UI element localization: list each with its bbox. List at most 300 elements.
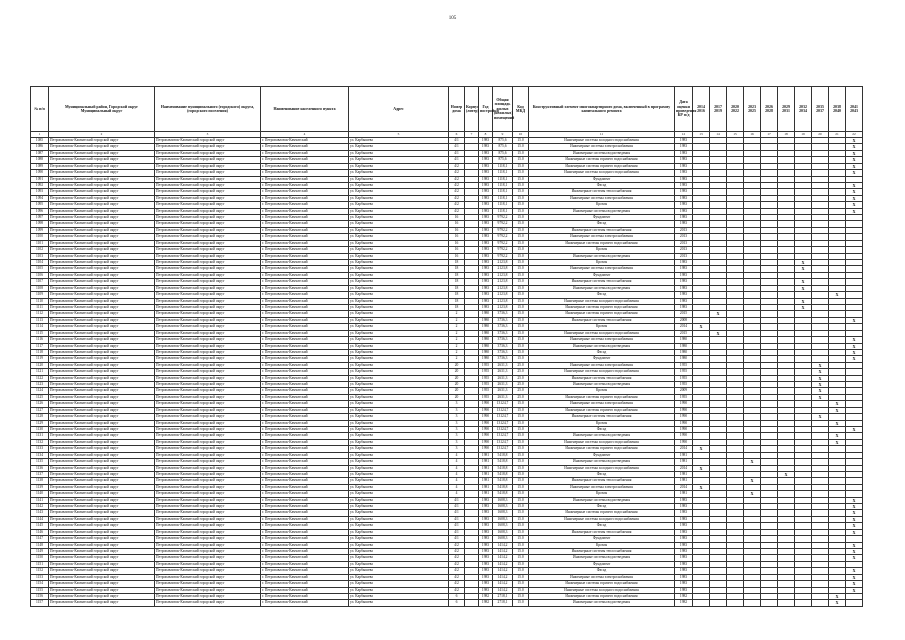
column-number: 10 [513,132,529,138]
element-cell: Инженерные системы холодного водоснабжения [529,330,675,336]
mkd-code-cell: 15.0 [513,170,529,176]
locality-cell: г. Петропавловск-Камчатский [261,176,349,182]
element-cell: Инженерные системы холодного водоснабжения [529,298,675,304]
build-year-cell: 1983 [479,285,493,291]
assessment-date-cell: 1983 [675,176,693,182]
district-cell: Петропавловск-Камчатский городской округ [49,176,155,182]
element-cell: Инженерные системы холодного водоснабжения [529,516,675,522]
element-cell: Инженерные системы электроснабжения [529,484,675,490]
mkd-code-cell: 15.0 [513,182,529,188]
column-header: 2032 2034 [795,87,812,132]
assessment-date-cell: 1983 [675,529,693,535]
build-year-cell: 1983 [479,516,493,522]
column-header: Адрес [349,87,449,132]
municipality-cell: Петропавловск-Камчатский городской округ [155,144,261,150]
municipality-cell: Петропавловск-Камчатский городской округ [155,426,261,432]
district-cell: Петропавловск-Камчатский городской округ [49,266,155,272]
assessment-date-cell: 1983 [675,581,693,587]
locality-cell: г. Петропавловск-Камчатский [261,510,349,516]
area-cell: 1118,1 [493,163,513,169]
address-cell: ул. Карбышева [349,497,449,503]
row-number: 1118 [31,349,49,355]
locality-cell: г. Петропавловск-Камчатский [261,311,349,317]
address-cell: ул. Карбышева [349,536,449,542]
house-number-cell: 20 [449,394,465,400]
build-year-cell: 1983 [479,298,493,304]
build-year-cell: 1983 [479,189,493,195]
period-cell: X [846,510,863,516]
element-cell: Кровля [529,247,675,253]
area-cell: 3736,3 [493,349,513,355]
municipality-cell: Петропавловск-Камчатский городской округ [155,208,261,214]
period-cell: X [693,446,710,452]
municipality-cell: Петропавловск-Камчатский городской округ [155,247,261,253]
house-number-cell: 4/1 [449,138,465,144]
district-cell: Петропавловск-Камчатский городской округ [49,324,155,330]
build-year-cell: 1983 [479,542,493,548]
house-number-cell: 4/1 [449,516,465,522]
build-year-cell: 1955 [479,362,493,368]
house-number-cell: 4/2 [449,555,465,561]
area-cell: 2123,8 [493,266,513,272]
row-number: 1093 [31,189,49,195]
assessment-date-cell: 1955 [675,375,693,381]
area-cell: 5418,8 [493,459,513,465]
area-cell: 3736,3 [493,330,513,336]
house-number-cell: 4/1 [449,529,465,535]
element-cell: Инженерные системы холодного водоснабжения [529,138,675,144]
column-header: Номер дома [449,87,465,132]
address-cell: ул. Карбышева [349,394,449,400]
district-cell: Петропавловск-Камчатский городской округ [49,426,155,432]
house-number-cell: 3 [449,439,465,445]
area-cell: 9792,2 [493,234,513,240]
element-cell: Фасад [529,426,675,432]
mkd-code-cell: 15.0 [513,208,529,214]
locality-cell: г. Петропавловск-Камчатский [261,459,349,465]
row-number: 1128 [31,414,49,420]
municipality-cell: Петропавловск-Камчатский городской округ [155,138,261,144]
build-year-cell: 1980 [479,324,493,330]
assessment-date-cell: 2015 [675,311,693,317]
mkd-code-cell: 15.0 [513,581,529,587]
address-cell: ул. Карбышева [349,189,449,195]
element-cell: Кровля [529,420,675,426]
period-cell: X [744,478,761,484]
period-cell: X [846,150,863,156]
mkd-code-cell: 15.0 [513,439,529,445]
address-cell: ул. Карбышева [349,439,449,445]
municipality-cell: Петропавловск-Камчатский городской округ [155,459,261,465]
period-cell: X [846,542,863,548]
municipality-cell: Петропавловск-Камчатский городской округ [155,227,261,233]
row-number: 1143 [31,510,49,516]
row-number: 1125 [31,394,49,400]
build-year-cell: 1990 [479,433,493,439]
address-cell: ул. Карбышева [349,426,449,432]
mkd-code-cell: 25.0 [513,362,529,368]
assessment-date-cell: 2014 [675,324,693,330]
mkd-code-cell: 25.0 [513,394,529,400]
period-cell: X [846,549,863,555]
house-number-cell: 2 [449,324,465,330]
mkd-code-cell: 15.0 [513,478,529,484]
element-cell: Инженерные системы горячего водоснабжения [529,157,675,163]
address-cell: ул. Карбышева [349,510,449,516]
mkd-code-cell: 15.0 [513,414,529,420]
assessment-date-cell: 1955 [675,394,693,400]
element-cell: Кровля [529,542,675,548]
district-cell: Петропавловск-Камчатский городской округ [49,459,155,465]
locality-cell: г. Петропавловск-Камчатский [261,484,349,490]
area-cell: 2631,3 [493,369,513,375]
locality-cell: г. Петропавловск-Камчатский [261,478,349,484]
address-cell: ул. Карбышева [349,195,449,201]
assessment-date-cell: 1983 [675,195,693,201]
mkd-code-cell: 15.0 [513,471,529,477]
house-number-cell: 4/2 [449,182,465,188]
district-cell: Петропавловск-Камчатский городской округ [49,279,155,285]
row-number: 1096 [31,208,49,214]
house-number-cell: 4/2 [449,195,465,201]
house-number-cell: 4/2 [449,163,465,169]
house-number-cell: 4/1 [449,504,465,510]
locality-cell: г. Петропавловск-Камчатский [261,304,349,310]
locality-cell: г. Петропавловск-Камчатский [261,150,349,156]
locality-cell: г. Петропавловск-Камчатский [261,234,349,240]
address-cell: ул. Карбышева [349,574,449,580]
house-number-cell: 2 [449,349,465,355]
row-number: 1119 [31,356,49,362]
municipality-cell: Петропавловск-Камчатский городской округ [155,593,261,599]
area-cell: 13124,7 [493,446,513,452]
assessment-date-cell: 1983 [675,260,693,266]
element-cell: Инженерные системы теплоснабжения [529,375,675,381]
element-cell: Кровля [529,260,675,266]
period-cell: X [846,317,863,323]
period-cell: X [812,394,829,400]
address-cell: ул. Карбышева [349,260,449,266]
assessment-date-cell: 1983 [675,215,693,221]
area-cell: 1414,2 [493,581,513,587]
district-cell: Петропавловск-Камчатский городской округ [49,150,155,156]
district-cell: Петропавловск-Камчатский городской округ [49,529,155,535]
house-number-cell: 4/2 [449,176,465,182]
element-cell: Фундамент [529,356,675,362]
house-number-cell: 4/1 [449,144,465,150]
area-cell: 5418,8 [493,491,513,497]
row-number: 1154 [31,581,49,587]
locality-cell: г. Петропавловск-Камчатский [261,279,349,285]
address-cell: ул. Карбышева [349,144,449,150]
house-number-cell: 3 [449,426,465,432]
assessment-date-cell: 1983 [675,510,693,516]
period-cell: X [846,343,863,349]
assessment-date-cell: 2014 [675,465,693,471]
period-cell: X [744,459,761,465]
house-number-cell: 2 [449,343,465,349]
element-cell: Инженерные системы электроснабжения [529,337,675,343]
row-number: 1109 [31,292,49,298]
district-cell: Петропавловск-Камчатский городской округ [49,215,155,221]
address-cell: ул. Карбышева [349,369,449,375]
area-cell: 1118,1 [493,182,513,188]
row-number: 1141 [31,497,49,503]
house-number-cell: 18 [449,272,465,278]
locality-cell: г. Петропавловск-Камчатский [261,266,349,272]
locality-cell: г. Петропавловск-Камчатский [261,516,349,522]
address-cell: ул. Карбышева [349,240,449,246]
address-cell: ул. Карбышева [349,401,449,407]
period-cell: X [829,593,846,599]
mkd-code-cell: 15.0 [513,549,529,555]
build-year-cell: 1983 [479,497,493,503]
build-year-cell: 1983 [479,568,493,574]
municipality-cell: Петропавловск-Камчатский городской округ [155,407,261,413]
row-number: 1114 [31,324,49,330]
assessment-date-cell: 1983 [675,138,693,144]
build-year-cell: 1983 [479,549,493,555]
municipality-cell: Петропавловск-Камчатский городской округ [155,504,261,510]
address-cell: ул. Карбышева [349,504,449,510]
district-cell: Петропавловск-Камчатский городской округ [49,478,155,484]
area-cell: 3736,3 [493,311,513,317]
district-cell: Петропавловск-Камчатский городской округ [49,311,155,317]
period-cell: X [846,182,863,188]
build-year-cell: 1983 [479,150,493,156]
municipality-cell: Петропавловск-Камчатский городской округ [155,279,261,285]
area-cell: 13124,7 [493,401,513,407]
mkd-code-cell: 15.0 [513,542,529,548]
element-cell: Фундамент [529,272,675,278]
municipality-cell: Петропавловск-Камчатский городской округ [155,536,261,542]
district-cell: Петропавловск-Камчатский городской округ [49,388,155,394]
district-cell: Петропавловск-Камчатский городской округ [49,349,155,355]
locality-cell: г. Петропавловск-Камчатский [261,529,349,535]
area-cell: 875,6 [493,138,513,144]
element-cell: Инженерные системы водоотведения [529,433,675,439]
district-cell: Петропавловск-Камчатский городской округ [49,523,155,529]
municipality-cell: Петропавловск-Камчатский городской округ [155,433,261,439]
element-cell: Инженерные системы холодного водоснабжения [529,369,675,375]
period-cell: X [846,208,863,214]
mkd-code-cell: 15.0 [513,215,529,221]
locality-cell: г. Петропавловск-Камчатский [261,221,349,227]
house-number-cell: 3 [449,446,465,452]
build-year-cell: 1955 [479,369,493,375]
mkd-code-cell: 15.0 [513,202,529,208]
area-cell: 1414,2 [493,555,513,561]
mkd-code-cell: 15.0 [513,504,529,510]
build-year-cell: 1981 [479,452,493,458]
element-cell: Инженерные системы электроснабжения [529,362,675,368]
build-year-cell: 1980 [479,343,493,349]
house-number-cell: 4/2 [449,170,465,176]
mkd-code-cell: 15.0 [513,465,529,471]
district-cell: Петропавловск-Камчатский городской округ [49,227,155,233]
assessment-date-cell: 1990 [675,414,693,420]
build-year-cell: 1955 [479,375,493,381]
build-year-cell: 1981 [479,491,493,497]
district-cell: Петропавловск-Камчатский городской округ [49,298,155,304]
house-number-cell: 3 [449,414,465,420]
assessment-date-cell: 1983 [675,574,693,580]
mkd-code-cell: 15.0 [513,593,529,599]
municipality-cell: Петропавловск-Камчатский городской округ [155,182,261,188]
area-cell: 1608,3 [493,510,513,516]
house-number-cell: 18 [449,260,465,266]
column-header: Год постройки [479,87,493,132]
district-cell: Петропавловск-Камчатский городской округ [49,433,155,439]
row-number: 1091 [31,176,49,182]
locality-cell: г. Петропавловск-Камчатский [261,170,349,176]
area-cell: 1414,2 [493,568,513,574]
area-cell: 1118,1 [493,202,513,208]
row-number: 1097 [31,215,49,221]
district-cell: Петропавловск-Камчатский городской округ [49,600,155,606]
element-cell: Инженерные системы электроснабжения [529,144,675,150]
house-number-cell: 4/2 [449,574,465,580]
house-number-cell: 16 [449,221,465,227]
build-year-cell: 1983 [479,292,493,298]
period-cell: X [846,516,863,522]
mkd-code-cell: 15.0 [513,189,529,195]
area-cell: 2718,1 [493,600,513,606]
assessment-date-cell: 1983 [675,150,693,156]
municipality-cell: Петропавловск-Камчатский городской округ [155,382,261,388]
mkd-code-cell: 15.0 [513,272,529,278]
area-cell: 5418,8 [493,484,513,490]
element-cell: Инженерные системы водоотведения [529,253,675,259]
period-cell: X [693,465,710,471]
period-cell: X [812,382,829,388]
assessment-date-cell: 1981 [675,452,693,458]
area-cell: 875,6 [493,150,513,156]
municipality-cell: Петропавловск-Камчатский городской округ [155,439,261,445]
assessment-date-cell: 1983 [675,523,693,529]
row-number: 1095 [31,202,49,208]
address-cell: ул. Карбышева [349,202,449,208]
area-cell: 1608,3 [493,536,513,542]
element-cell: Инженерные системы горячего водоснабжения [529,394,675,400]
house-number-cell: 20 [449,369,465,375]
row-number: 1117 [31,343,49,349]
locality-cell: г. Петропавловск-Камчатский [261,324,349,330]
element-cell: Фасад [529,221,675,227]
mkd-code-cell: 15.0 [513,555,529,561]
assessment-date-cell: 2013 [675,234,693,240]
locality-cell: г. Петропавловск-Камчатский [261,439,349,445]
assessment-date-cell: 2013 [675,227,693,233]
period-cell: X [795,285,812,291]
assessment-date-cell: 1990 [675,401,693,407]
municipality-cell: Петропавловск-Камчатский городской округ [155,446,261,452]
element-cell: Инженерные системы водоотведения [529,497,675,503]
column-number: 6 [449,132,465,138]
period-cell: X [829,420,846,426]
address-cell: ул. Карбышева [349,420,449,426]
address-cell: ул. Карбышева [349,600,449,606]
element-cell: Инженерные системы холодного водоснабжения [529,465,675,471]
assessment-date-cell: 1983 [675,170,693,176]
municipality-cell: Петропавловск-Камчатский городской округ [155,337,261,343]
locality-cell: г. Петропавловск-Камчатский [261,388,349,394]
locality-cell: г. Петропавловск-Камчатский [261,247,349,253]
district-cell: Петропавловск-Камчатский городской округ [49,221,155,227]
build-year-cell: 1983 [479,163,493,169]
area-cell: 1414,2 [493,549,513,555]
address-cell: ул. Карбышева [349,561,449,567]
house-number-cell: 3 [449,407,465,413]
row-number: 1138 [31,478,49,484]
house-number-cell: 20 [449,375,465,381]
row-number: 1099 [31,227,49,233]
district-cell: Петропавловск-Камчатский городской округ [49,484,155,490]
locality-cell: г. Петропавловск-Камчатский [261,593,349,599]
address-cell: ул. Карбышева [349,484,449,490]
column-header: 2038 2040 [829,87,846,132]
district-cell: Петропавловск-Камчатский городской округ [49,452,155,458]
district-cell: Петропавловск-Камчатский городской округ [49,369,155,375]
locality-cell: г. Петропавловск-Камчатский [261,568,349,574]
assessment-date-cell: 1981 [675,471,693,477]
house-number-cell: 4/2 [449,202,465,208]
municipality-cell: Петропавловск-Камчатский городской округ [155,510,261,516]
house-number-cell: 2 [449,317,465,323]
build-year-cell: 1990 [479,446,493,452]
address-cell: ул. Карбышева [349,317,449,323]
district-cell: Петропавловск-Камчатский городской округ [49,446,155,452]
municipality-cell: Петропавловск-Камчатский городской округ [155,516,261,522]
locality-cell: г. Петропавловск-Камчатский [261,536,349,542]
municipality-cell: Петропавловск-Камчатский городской округ [155,600,261,606]
locality-cell: г. Петропавловск-Камчатский [261,356,349,362]
element-cell: Кровля [529,324,675,330]
locality-cell: г. Петропавловск-Камчатский [261,426,349,432]
locality-cell: г. Петропавловск-Камчатский [261,285,349,291]
municipality-cell: Петропавловск-Камчатский городской округ [155,266,261,272]
address-cell: ул. Карбышева [349,388,449,394]
column-header: Наименование населенного пункта [261,87,349,132]
area-cell: 2123,8 [493,272,513,278]
period-cell: X [795,266,812,272]
locality-cell: г. Петропавловск-Камчатский [261,202,349,208]
mkd-code-cell: 15.0 [513,600,529,606]
municipality-cell: Петропавловск-Камчатский городской округ [155,292,261,298]
period-cell: X [846,504,863,510]
locality-cell: г. Петропавловск-Камчатский [261,189,349,195]
build-year-cell: 1955 [479,388,493,394]
element-cell: Фасад [529,568,675,574]
mkd-code-cell: 15.0 [513,317,529,323]
address-cell: ул. Карбышева [349,285,449,291]
address-cell: ул. Карбышева [349,407,449,413]
district-cell: Петропавловск-Камчатский городской округ [49,202,155,208]
municipality-cell: Петропавловск-Камчатский городской округ [155,581,261,587]
assessment-date-cell: 1983 [675,298,693,304]
district-cell: Петропавловск-Камчатский городской округ [49,253,155,259]
district-cell: Петропавловск-Камчатский городской округ [49,593,155,599]
row-number: 1110 [31,298,49,304]
column-header: 2023 2025 [744,87,761,132]
address-cell: ул. Карбышева [349,138,449,144]
address-cell: ул. Карбышева [349,433,449,439]
address-cell: ул. Карбышева [349,266,449,272]
assessment-date-cell: 1983 [675,157,693,163]
row-number: 1120 [31,362,49,368]
house-number-cell: 4 [449,491,465,497]
column-number: 16 [744,132,761,138]
